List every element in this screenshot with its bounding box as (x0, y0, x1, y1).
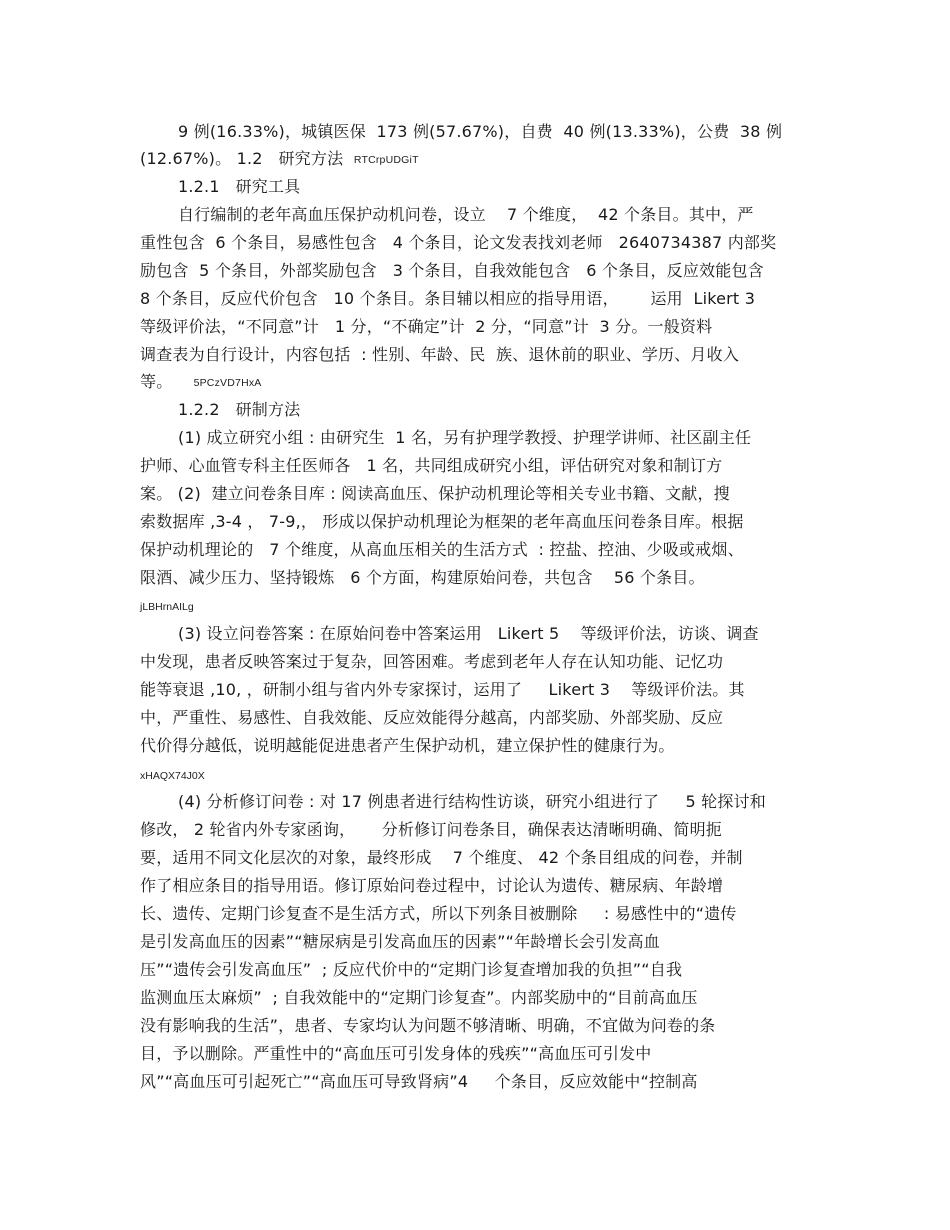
text-line: 调查表为自行设计，内容包括 : 性别、年龄、民 族、退休前的职业、学历、月收入 (140, 345, 740, 364)
anchor-code: xHAQX74J0X (140, 770, 205, 782)
text-line: 作了相应条目的指导用语。修订原始问卷过程中，讨论认为遗传、糖尿病、年龄增 (140, 876, 724, 895)
text-line: (4) 分析修订问卷 : 对 17 例患者进行结构性访谈，研究小组进行了 5 轮探讨和 (178, 792, 766, 811)
text-line: 监测血压太麻烦” ; 自我效能中的“定期门诊复查”。内部奖励中的“目前高血压 (140, 988, 698, 1007)
text-line: 案。 (2) 建立问卷条目库 : 阅读高血压、保护动机理论等相关专业书籍、文献，搜 (140, 484, 730, 503)
section-heading: 1.2.1 研究工具 (178, 177, 301, 196)
text-line: 风”“高血压可引起死亡”“高血压可导致肾病”4 个条目，反应效能中“控制高 (140, 1072, 698, 1091)
text-line: 保护动机理论的 7 个维度，从高血压相关的生活方式 : 控盐、控油、少吸或戒烟、 (140, 540, 744, 559)
text-line: 目，予以删除。严重性中的“高血压可引发身体的残疾”“高血压可引发中 (140, 1044, 652, 1063)
text-line: 索数据库 ,3-4 ， 7-9,， 形成以保护动机理论为框架的老年高血压问卷条目库。根据 (140, 512, 744, 531)
text-line: 长、遗传、定期门诊复查不是生活方式，所以下列条目被删除 : 易感性中的“遗传 (140, 904, 737, 923)
text-line: 能等衰退 ,10, ，研制小组与省内外专家探讨，运用了 Likert 3 等级评价法。其 (140, 680, 745, 699)
anchor-code: jLBHrnAILg (140, 601, 194, 613)
text-line: 励包含 5 个条目，外部奖励包含 3 个条目，自我效能包含 6 个条目，反应效能包含 (140, 261, 764, 280)
text-line: 要，适用不同文化层次的对象，最终形成 7 个维度、 42 个条目组成的问卷，并制 (140, 848, 743, 867)
text-line (140, 149, 419, 169)
text-line: 9 例(16.33%)，城镇医保 173 例(57.67%)，自费 40 例(13.33%)，公费 38 例 (178, 122, 783, 141)
text-line: 压”“遗传会引发高血压” ; 反应代价中的“定期门诊复查增加我的负担”“自我 (140, 960, 683, 979)
text-line: 代价得分越低，说明越能促进患者产生保护动机，建立保护性的健康行为。 (140, 736, 675, 755)
text-line: 中发现，患者反映答案过于复杂，回答困难。考虑到老年人存在认知功能、记忆功 (140, 652, 724, 671)
text-line-content: 等。 (140, 372, 173, 391)
text-line: 等级评价法，“不同意”计 1 分，“不确定”计 2 分，“同意”计 3 分。一般资料 (140, 317, 713, 336)
text-line: 8 个条目，反应代价包含 10 个条目。条目辅以相应的指导用语， 运用 Likert 3 (140, 289, 756, 308)
text-line: (1) 成立研究小组 : 由研究生 1 名，另有护理学教授、护理学讲师、社区副主任 (178, 428, 752, 447)
text-line: 护师、心血管专科主任医师各 1 名，共同组成研究小组，评估研究对象和制订方 (140, 456, 723, 475)
text-line: 自行编制的老年高血压保护动机问卷，设立 7 个维度， 42 个条目。其中，严 (178, 205, 754, 224)
text-line: 中，严重性、易感性、自我效能、反应效能得分越高，内部奖励、外部奖励、反应 (140, 708, 724, 727)
text-line: 没有影响我的生活”，患者、专家均认为问题不够清晰、明确，不宜做为问卷的条 (140, 1016, 716, 1035)
text-line: 修改， 2 轮省内外专家函询， 分析修订问卷条目，确保表达清晰明确、简明扼 (140, 820, 722, 839)
anchor-code: 5PCzVD7HxA (193, 377, 262, 389)
text-line: 是引发高血压的因素”“糖尿病是引发高血压的因素”“年龄增长会引发高血 (140, 932, 660, 951)
section-heading: 1.2.2 研制方法 (178, 400, 301, 419)
text-line-content: (12.67%)。 1.2 研究方法 (140, 149, 344, 168)
text-line (140, 372, 262, 392)
text-line: (3) 设立问卷答案 : 在原始问卷中答案运用 Likert 5 等级评价法，访谈、调查 (178, 624, 759, 643)
anchor-code: RTCrpUDGiT (353, 154, 419, 166)
text-line: 限酒、减少压力、坚持锻炼 6 个方面，构建原始问卷，共包含 56 个条目。 (140, 568, 705, 587)
text-line: 重性包含 6 个条目，易感性包含 4 个条目，论文发表找刘老师 2640734387 内部奖 (140, 233, 777, 252)
